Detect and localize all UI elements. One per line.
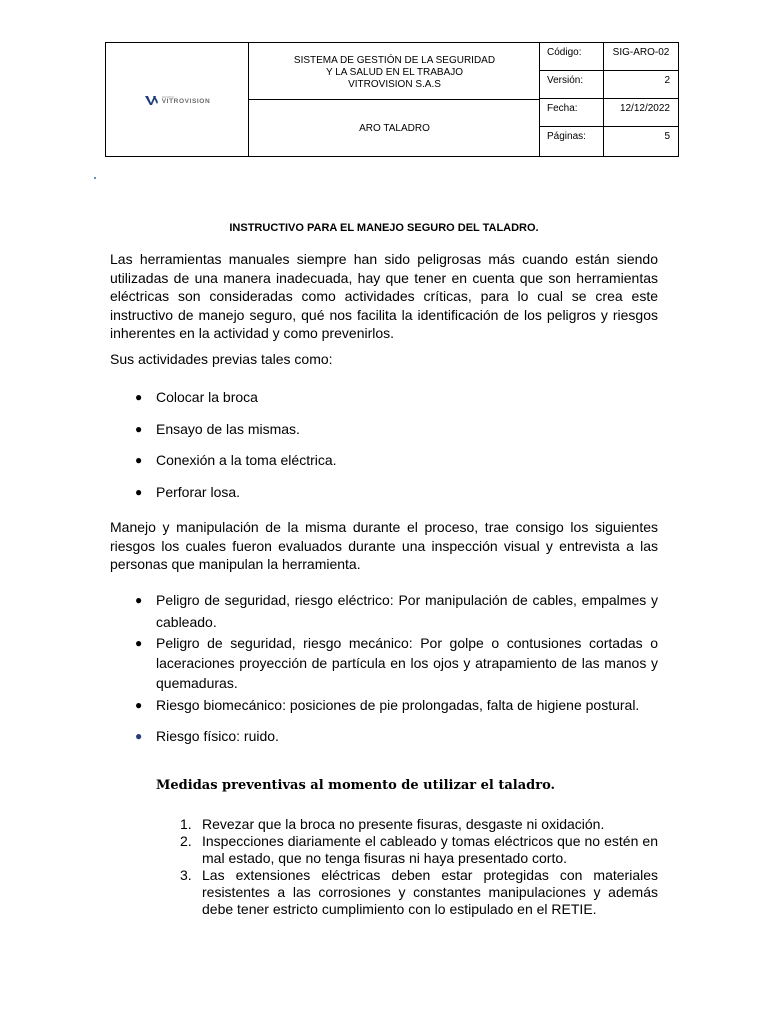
divider xyxy=(539,98,678,99)
measure-text: Revezar que la broca no presente fisuras, desgaste ni oxidación. xyxy=(202,816,605,832)
version-label: Versión: xyxy=(547,75,584,86)
area-name: ARO TALADRO xyxy=(359,122,430,134)
logo-small-text: GRUPO xyxy=(161,94,175,99)
version-value: 2 xyxy=(664,75,670,86)
code-value: SIG-ARO-02 xyxy=(612,47,670,58)
bullet-icon: ● xyxy=(135,698,143,712)
divider xyxy=(539,70,678,71)
list-item xyxy=(110,633,658,694)
company-logo xyxy=(106,43,249,156)
system-title-line-3: VITROVISION S.A.S xyxy=(348,78,441,90)
pages-value: 5 xyxy=(664,131,670,142)
activity-text: Ensayo de las mismas. xyxy=(156,420,300,437)
measure-text: Inspecciones diariamente el cableado y tomas eléctricos que no estén en mal estado, que no tenga fisuras ni haya presentado corto. xyxy=(202,833,658,866)
logo-brand-text: VITROVISION xyxy=(161,97,211,105)
code-label: Código: xyxy=(547,47,582,58)
list-item xyxy=(110,589,658,633)
date-label: Fecha: xyxy=(547,103,578,114)
document-header-table xyxy=(105,42,679,157)
list-item xyxy=(110,725,658,747)
preventive-measures-list xyxy=(156,816,658,918)
measure-text: Las extensiones eléctricas deben estar protegidas con materiales resistentes a las corrosiones y constantes manipulaciones y además debe tener estricto cumplimiento con lo estipulado en el RETIE. xyxy=(202,867,658,917)
logo-text xyxy=(162,96,211,106)
document-title: INSTRUCTIVO PARA EL MANEJO SEGURO DEL TALADRO. xyxy=(229,222,539,234)
risk-text: Riesgo físico: ruido. xyxy=(156,728,279,744)
list-number: 1. xyxy=(180,816,192,832)
activities-list xyxy=(110,388,658,514)
system-title-line-2: Y LA SALUD EN EL TRABAJO xyxy=(325,66,464,78)
divider xyxy=(248,99,540,100)
list-item xyxy=(110,451,658,483)
activity-text: Colocar la broca xyxy=(156,389,258,405)
stray-dot xyxy=(94,177,96,179)
divider xyxy=(539,126,678,127)
risks-list xyxy=(110,589,658,747)
bullet-icon: ● xyxy=(135,484,143,499)
preventive-heading: Medidas preventivas al momento de utilizar el taladro. xyxy=(156,778,556,793)
list-number: 3. xyxy=(180,867,192,883)
system-title-line-1: SISTEMA DE GESTIÓN DE LA SEGURIDAD xyxy=(293,54,496,66)
list-number: 2. xyxy=(180,833,192,849)
risk-text: Riesgo biomecánico: posiciones de pie prolongadas, falta de higiene postural. xyxy=(156,697,640,713)
bullet-icon: ● xyxy=(135,636,143,650)
logo-group xyxy=(145,96,211,106)
list-item xyxy=(156,816,658,833)
risk-text: Peligro de seguridad, riesgo mecánico: Por golpe o contusiones cortadas o laceraciones proyección de partícula en los ojos y atrapamiento de las manos y quemaduras. xyxy=(156,635,658,691)
system-title xyxy=(249,43,540,100)
activity-text: Perforar losa. xyxy=(156,483,241,500)
pages-label: Páginas: xyxy=(547,131,586,142)
bullet-icon: ● xyxy=(135,729,143,743)
activity-text: Conexión a la toma eléctrica. xyxy=(156,452,337,468)
list-item xyxy=(156,867,658,918)
list-item xyxy=(110,388,658,420)
bullet-icon: ● xyxy=(135,453,143,467)
activities-intro: Sus actividades previas tales como: xyxy=(110,351,333,367)
bullet-icon: ● xyxy=(135,593,143,607)
handling-paragraph: Manejo y manipulación de la misma durante el proceso, trae consigo los siguientes riesgos los cuales fueron evaluados durante una inspección visual y entrevista a las personas que manipulan la herramienta. xyxy=(110,519,658,572)
list-item xyxy=(110,694,658,725)
risk-text: Peligro de seguridad, riesgo eléctrico: Por manipulación de cables, empalmes y cableado. xyxy=(156,592,658,630)
list-item xyxy=(110,420,658,452)
vitrovision-logo-icon xyxy=(145,96,159,105)
bullet-icon: ● xyxy=(135,421,143,436)
intro-paragraph: Las herramientas manuales siempre han sido peligrosas más cuando están siendo utilizadas de una manera inadecuada, hay que tener en cuenta que son herramientas eléctricas son consideradas como actividades críticas, para lo cual se crea este instructivo de manejo seguro, qué nos facilita la identificación de los peligros y riesgos inherentes en la actividad y como prevenirlos. xyxy=(110,251,658,341)
divider xyxy=(603,43,604,156)
list-item xyxy=(110,483,658,515)
bullet-icon: ● xyxy=(135,390,143,404)
list-item xyxy=(156,833,658,867)
date-value: 12/12/2022 xyxy=(619,103,670,114)
